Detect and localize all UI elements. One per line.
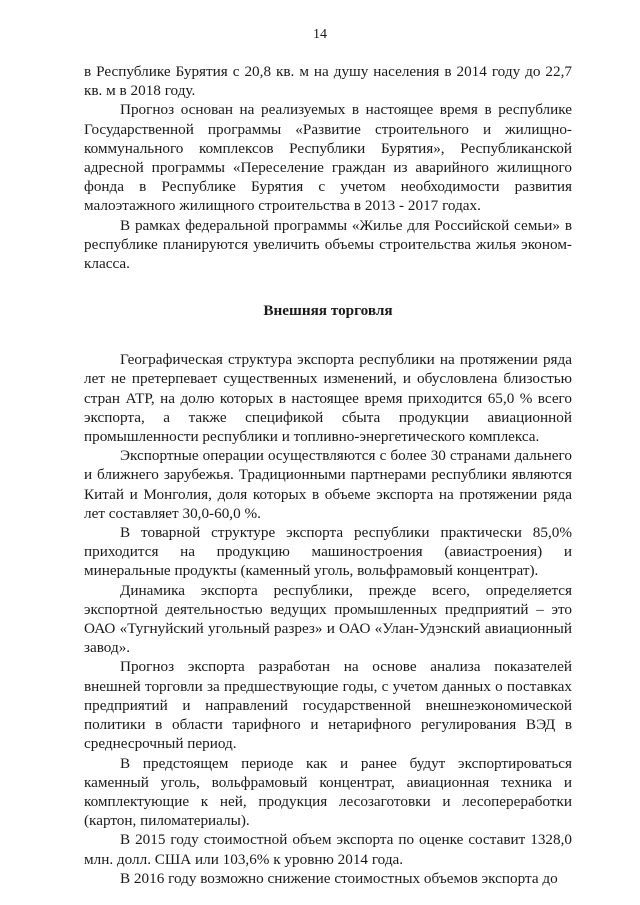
paragraph-commodity-structure: В товарной структуре экспорта республики практически 85,0% приходится на продукцию машиностроения (авиастроения) и минеральные продукты (каменный уголь, вольфрамовый концентрат).	[84, 524, 572, 580]
paragraph-export-dynamics: Динамика экспорта республики, прежде всего, определяется экспортной деятельностью ведущих промышленных предприятий – это ОАО «Тугнуйский угольный разрез» и ОАО «Улан-Удэнский авиационный завод».	[84, 581, 572, 657]
paragraph-2016-forecast: В 2016 году возможно снижение стоимостных объемов экспорта до	[120, 869, 558, 887]
paragraph-export-operations: Экспортные операции осуществляются с более 30 странами дальнего и ближнего зарубежья. Традиционными партнерами республики являются Китай и Монголия, доля которых в объеме экспорта на протяжении ряда лет составляет 30,0-60,0 %.	[84, 447, 572, 522]
paragraph-upcoming-period: В предстоящем периоде как и ранее будут экспортироваться каменный уголь, вольфрамовый концентрат, авиационная техника и комплектующие к ней, продукция лесозаготовки и лесопереработки (картон, пиломатериалы).	[84, 754, 572, 830]
page-content	[84, 62, 572, 888]
paragraph-2015-volume: В 2015 году стоимостной объем экспорта по оценке составит 1328,0 млн. долл. США или 103,6% к уровню 2014 года.	[84, 831, 572, 868]
paragraph-geographic-structure: Географическая структура экспорта республики на протяжении ряда лет не претерпевает существенных изменений, и обусловлена близостью стран АТР, на долю которых в настоящее время приходится 65,0 % всего экспорта, а также спецификой сбыта продукции авиационной промышленности республики и топливно-энергетического комплекса.	[84, 351, 572, 446]
paragraph-forecast-basis: Прогноз основан на реализуемых в настоящее время в республике Государственной программы «Развитие строительного и жилищно-коммунального комплексов Республики Бурятия», Республиканской адресной программы «Переселение граждан из аварийного жилищного фонда в Республике Бурятия с учетом необходимости развития малоэтажного жилищного строительства в 2013 - 2017 годах.	[84, 101, 572, 215]
paragraph-continuation: в Республике Бурятия с 20,8 кв. м на душу населения в 2014 году до 22,7 кв. м в 2018 году.	[84, 63, 572, 100]
section-heading: Внешняя торговля	[263, 302, 393, 320]
paragraph-export-forecast: Прогноз экспорта разработан на основе анализа показателей внешней торговли за предшествующие годы, с учетом данных о поставках предприятий и направлений государственной внешнеэкономической политики в области тарифного и нетарифного регулирования ВЭД в среднесрочный период.	[84, 658, 572, 753]
paragraph-federal-program: В рамках федеральной программы «Жилье для Российской семьи» в республике планируются увеличить объемы строительства жилья эконом-класса.	[84, 216, 572, 273]
page-number: 14	[313, 27, 327, 42]
